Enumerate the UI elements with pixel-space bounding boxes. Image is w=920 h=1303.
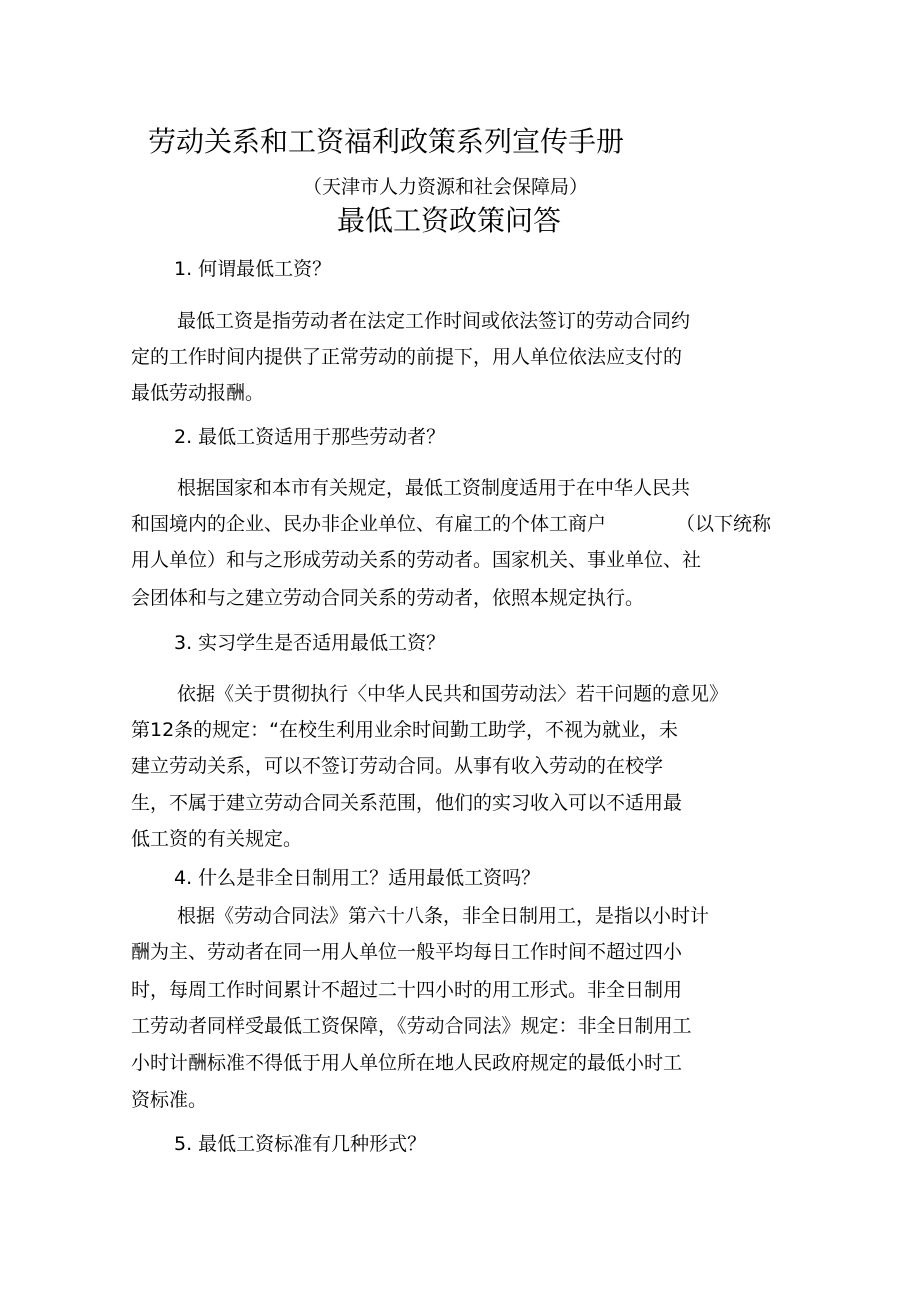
answer-4-line: 酬为主、劳动者在同一用人单位一般平均每日工作时间不超过四小: [131, 941, 683, 963]
section-title: 最低工资政策问答: [337, 204, 562, 237]
question-3: 3. 实习学生是否适用最低工资？: [174, 632, 446, 654]
answer-2-line: 用人单位）和与之形成劳动关系的劳动者。国家机关、事业单位、社: [131, 549, 702, 571]
question-1: 1. 何谓最低工资？: [174, 258, 332, 280]
answer-3-line: 低工资的有关规定。: [131, 828, 303, 850]
answer-3-line: 第12条的规定：“在校生利用业余时间勤工助学，不视为就业，未: [131, 719, 679, 741]
main-title: 劳动关系和工资福利政策系列宣传手册: [148, 125, 625, 158]
answer-1-line: 最低工资是指劳动者在法定工作时间或依法签订的劳动合同约: [177, 310, 691, 332]
question-2: 2. 最低工资适用于那些劳动者？: [174, 426, 446, 448]
answer-3-line: 依据《关于贯彻执行〈中华人民共和国劳动法〉若干问题的意见》: [177, 683, 729, 705]
answer-2-line: 会团体和与之建立劳动合同关系的劳动者，依照本规定执行。: [131, 587, 645, 609]
answer-4-line: 根据《劳动合同法》第六十八条，非全日制用工，是指以小时计: [177, 905, 710, 927]
answer-1-line: 定的工作时间内提供了正常劳动的前提下，用人单位依法应支付的: [131, 346, 683, 368]
answer-4-line: 资标准。: [131, 1089, 208, 1111]
answer-2-line: 和国境内的企业、民办非企业单位、有雇工的个体工商户: [131, 513, 607, 535]
answer-3-line: 建立劳动关系，可以不签订劳动合同。从事有收入劳动的在校学: [131, 755, 664, 777]
question-4: 4. 什么是非全日制用工？适用最低工资吗？: [174, 867, 541, 889]
answer-2-line: （以下统称: [676, 513, 772, 535]
answer-1-line: 最低劳动报酬。: [131, 382, 265, 404]
question-5: 5. 最低工资标准有几种形式？: [174, 1133, 427, 1155]
subtitle: （天津市人力资源和社会保障局）: [303, 176, 589, 198]
answer-4-line: 工劳动者同样受最低工资保障，《劳动合同法》规定：非全日制用工: [131, 1015, 692, 1037]
answer-2-line: 根据国家和本市有关规定，最低工资制度适用于在中华人民共: [177, 477, 691, 499]
answer-4-line: 时，每周工作时间累计不超过二十四小时的用工形式。非全日制用: [131, 979, 683, 1001]
answer-3-line: 生，不属于建立劳动合同关系范围，他们的实习收入可以不适用最: [131, 792, 683, 814]
answer-4-line: 小时计酬标准不得低于用人单位所在地人民政府规定的最低小时工: [131, 1052, 683, 1074]
